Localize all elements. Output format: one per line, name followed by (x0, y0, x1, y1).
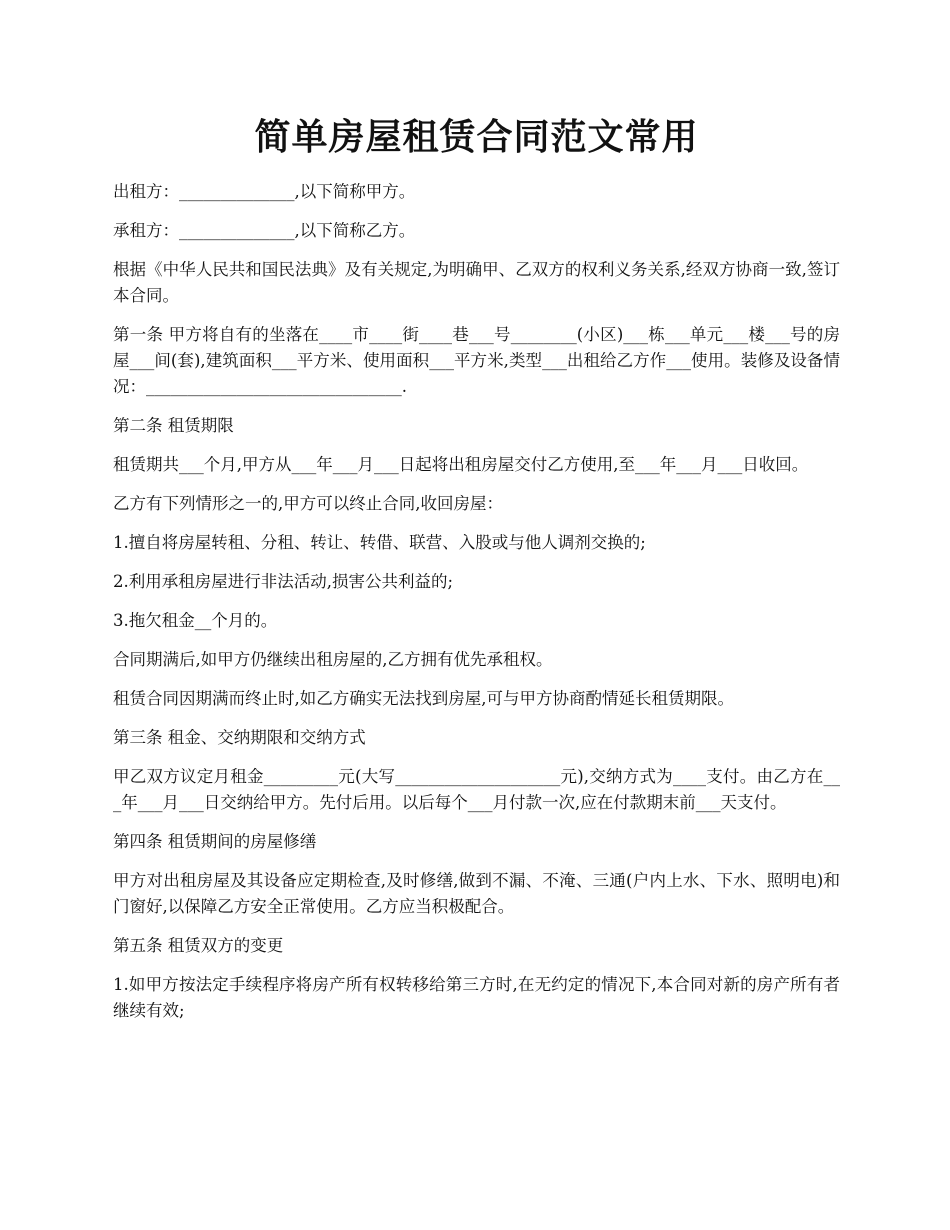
paragraph-termination-intro: 乙方有下列情形之一的,甲方可以终止合同,收回房屋： (113, 494, 503, 513)
heading-article-4: 第四条 租赁期间的房屋修缮 (113, 832, 317, 851)
heading-article-3: 第三条 租金、交纳期限和交纳方式 (113, 728, 366, 747)
paragraph-lessor: 出租方：______________,以下简称甲方。 (113, 182, 416, 201)
list-item-1: 1.擅自将房屋转租、分租、转让、转借、联营、入股或与他人调剂交换的; (113, 533, 646, 552)
paragraph-lease-term: 租赁期共___个月,甲方从___年___月___日起将出租房屋交付乙方使用,至___年___月___日收回。 (113, 455, 809, 474)
document-title: 简单房屋租赁合同范文常用 (254, 116, 699, 158)
list-item-3: 3.拖欠租金__个月的。 (113, 611, 278, 630)
list-item-change-1: 1.如甲方按法定手续程序将房产所有权转移给第三方时,在无约定的情况下,本合同对新的房产所有者继续有效; (113, 975, 840, 1020)
heading-article-2: 第二条 租赁期限 (113, 416, 234, 435)
list-item-2: 2.利用承租房屋进行非法活动,损害公共利益的; (113, 572, 454, 591)
paragraph-lessee: 承租方：______________,以下简称乙方。 (113, 221, 416, 240)
paragraph-priority-right: 合同期满后,如甲方仍继续出租房屋的,乙方拥有优先承租权。 (113, 650, 553, 669)
paragraph-repairs: 甲方对出租房屋及其设备应定期检查,及时修缮,做到不漏、不淹、三通(户内上水、下水、照明电)和门窗好,以保障乙方安全正常使用。乙方应当积极配合。 (113, 871, 840, 916)
paragraph-preamble: 根据《中华人民共和国民法典》及有关规定,为明确甲、乙双方的权利义务关系,经双方协商一致,签订本合同。 (113, 260, 840, 305)
document-body (113, 179, 840, 1037)
paragraph-article-1: 第一条 甲方将自有的坐落在____市____街____巷___号________(小区)___栋___单元___楼___号的房屋___间(套),建筑面积___平方米、使用面积___平方米,类型___出租给乙方作___使用。装修及设备情况：_______________________________. (113, 325, 840, 396)
heading-article-5: 第五条 租赁双方的变更 (113, 936, 284, 955)
paragraph-extension: 租赁合同因期满而终止时,如乙方确实无法找到房屋,可与甲方协商酌情延长租赁期限。 (113, 689, 734, 708)
paragraph-rent: 甲乙双方议定月租金_________元(大写____________________元),交纳方式为____支付。由乙方在___年___月___日交纳给甲方。先付后用。以后每个___月付款一次,应在付款期末前___天支付。 (113, 767, 840, 812)
